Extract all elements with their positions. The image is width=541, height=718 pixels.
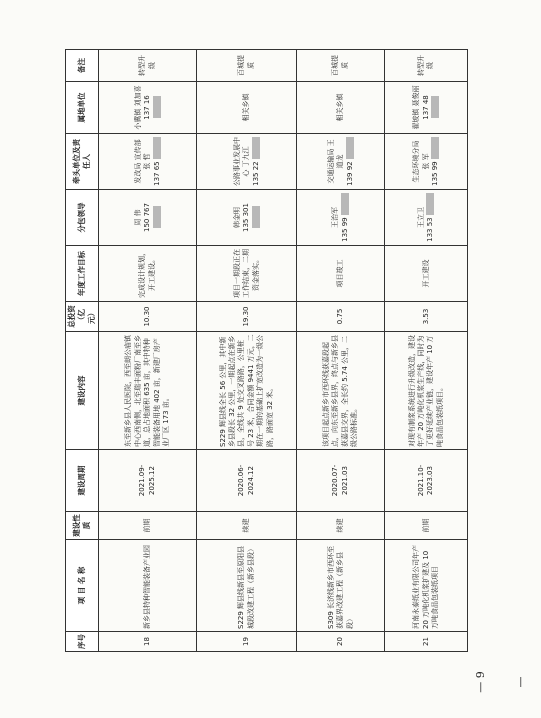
unit-head-name: 交通运输局 王道龙 xyxy=(326,139,345,184)
phone-text: 137 48 xyxy=(421,95,430,120)
cell-target: 项目竣工 xyxy=(297,246,385,302)
cell-leader xyxy=(99,190,197,246)
cell-name: S229 辉县线新县至原阳县城段改建工程（新乡县段） xyxy=(197,540,297,632)
cell-note: 转型升级 xyxy=(385,50,468,82)
cell-invest: 0.75 xyxy=(297,302,385,332)
cell-target: 开工建设 xyxy=(385,246,468,302)
redaction-block xyxy=(153,207,161,229)
cell-content: 东至新乡县人民医院，西至朗公庙镇中心西南侧，北至瑞丰面粉厂南至乡道，总占地面积 635 亩，其中特种智能装备用地 402 亩，新建厂房产业厂区 173 亩。 xyxy=(99,332,197,450)
table-row xyxy=(197,50,297,652)
cell-unit-head xyxy=(99,134,197,190)
cell-invest: 3.53 xyxy=(385,302,468,332)
table-row xyxy=(99,50,197,652)
redaction-block xyxy=(153,137,161,159)
header-target: 年度工作目标 xyxy=(66,246,99,302)
cell-site xyxy=(99,82,197,134)
cell-content: 该项目起点新乡市西环线获嘉段起点，向东至新乡县界，终点与新乡县获嘉县交界，全长约 5.74 公里，二级公路标准。 xyxy=(297,332,385,450)
unit-head-name: 生态环境分局 张 军 xyxy=(412,140,430,183)
header-period: 建设周期 xyxy=(66,450,99,512)
cell-target: 完成设计规划，开工建设。 xyxy=(99,246,197,302)
phone-text: 133 53 xyxy=(426,217,435,242)
header-nature: 建设性质 xyxy=(66,512,99,540)
phone-text: 135 301 xyxy=(242,203,251,232)
header-name: 项 目 名 称 xyxy=(66,540,99,632)
cell-nature: 前期 xyxy=(385,512,468,540)
redaction-block xyxy=(426,193,434,215)
cell-period: 2021.10-2023.03 xyxy=(385,450,468,512)
page-number-text: — 9 — xyxy=(474,671,527,693)
cell-site xyxy=(385,82,468,134)
cell-invest: 10.30 xyxy=(99,302,197,332)
cell-seq: 20 xyxy=(297,632,385,652)
cell-content: 对现有制浆系统进行升级改造，建设年产 20 万吨化机浆生产线，同时为了更好延续产业链，建设年产 10 万吨食品包装纸项目。 xyxy=(385,332,468,450)
cell-site: 相关乡镇 xyxy=(297,82,385,134)
phone-text: 137 16 xyxy=(143,95,152,120)
cell-content: S229 辉县线全长 56 公里，其中新乡县段长 32 公里，一期起点在新乡县，全线共 9 处交叉路路，公里桩号 23 米，合同金额 9441 万元，二期在一期的基础上扩宽改造为一级公路，路面宽 32 米。 xyxy=(197,332,297,450)
cell-name: 河南永泰纸业有限公司年产 20 万吨化机浆扩建及 10 万吨食品包装纸项目 xyxy=(385,540,468,632)
site-phone xyxy=(422,84,441,131)
cell-name: S309 长济线新乡市西环至获嘉界改建工程（新乡县段） xyxy=(297,540,385,632)
redaction-block xyxy=(431,97,439,119)
cell-seq: 18 xyxy=(99,632,197,652)
phone-text: 150 767 xyxy=(143,203,152,232)
header-seq: 序号 xyxy=(66,632,99,652)
cell-nature: 续建 xyxy=(197,512,297,540)
cell-leader xyxy=(385,190,468,246)
header-note: 备注 xyxy=(66,50,99,82)
cell-nature: 前期 xyxy=(99,512,197,540)
unit-head-name: 公路事业发展中心 丁九江 xyxy=(232,137,251,186)
cell-note: 百城提质 xyxy=(197,50,297,82)
cell-period: 2021.09-2025.12 xyxy=(99,450,197,512)
cell-unit-head xyxy=(297,134,385,190)
unit-phone xyxy=(346,136,355,187)
cell-nature: 续建 xyxy=(297,512,385,540)
unit-head-name: 发改局 宣传部 张 哲 xyxy=(133,139,152,184)
cell-note: 百城提质 xyxy=(297,50,385,82)
leader-phone xyxy=(143,192,162,243)
table-row xyxy=(385,50,468,652)
header-unit-head: 牵头单位及责任人 xyxy=(66,134,99,190)
redaction-block xyxy=(252,207,260,229)
cell-period: 2020.06-2024.12 xyxy=(197,450,297,512)
cell-target: 项目一期段正在工作结束，二期资金落实。 xyxy=(197,246,297,302)
unit-phone xyxy=(431,136,440,187)
cell-site: 相关乡镇 xyxy=(197,82,297,134)
leader-phone xyxy=(426,192,435,243)
table-row xyxy=(297,50,385,652)
phone-text: 135 99 xyxy=(340,217,349,242)
cell-seq: 19 xyxy=(197,632,297,652)
header-invest: 总投资（亿元） xyxy=(66,302,99,332)
leader-phone xyxy=(242,192,261,243)
leader-phone xyxy=(341,192,350,243)
header-site: 属地单位 xyxy=(66,82,99,134)
cell-seq: 21 xyxy=(385,632,468,652)
cell-unit-head xyxy=(385,134,468,190)
page-number xyxy=(466,662,527,702)
cell-leader xyxy=(197,190,297,246)
site-name: 翟坡镇 聂俊丽 xyxy=(412,85,421,130)
redaction-block xyxy=(346,137,354,159)
header-row xyxy=(66,50,99,652)
cell-name: 新乡县特种智能装备产业园 xyxy=(99,540,197,632)
leader-name: 韩金明 xyxy=(232,207,241,228)
cell-leader xyxy=(297,190,385,246)
site-name: 小冀镇 刘加喜 xyxy=(133,85,142,130)
project-table xyxy=(65,49,468,652)
unit-phone xyxy=(153,136,162,187)
phone-text: 135 22 xyxy=(251,161,260,186)
phone-text: 135 99 xyxy=(431,161,440,186)
redaction-block xyxy=(341,193,349,215)
phone-text: 137 65 xyxy=(152,161,161,186)
header-leader: 分包领导 xyxy=(66,190,99,246)
header-content: 建设内容 xyxy=(66,332,99,450)
leader-name: 王立卫 xyxy=(416,207,425,228)
unit-phone xyxy=(252,136,261,187)
cell-unit-head xyxy=(197,134,297,190)
cell-note: 转型升级 xyxy=(99,50,197,82)
cell-invest: 19.30 xyxy=(197,302,297,332)
redaction-block xyxy=(252,137,260,159)
leader-name: 王治军 xyxy=(331,207,340,228)
leader-name: 周 伟 xyxy=(133,209,142,226)
redaction-block xyxy=(153,97,161,119)
phone-text: 139 92 xyxy=(345,161,354,186)
site-phone xyxy=(143,84,162,131)
redaction-block xyxy=(431,137,439,159)
rotated-table-container xyxy=(65,50,460,652)
cell-period: 2020.07-2021.03 xyxy=(297,450,385,512)
